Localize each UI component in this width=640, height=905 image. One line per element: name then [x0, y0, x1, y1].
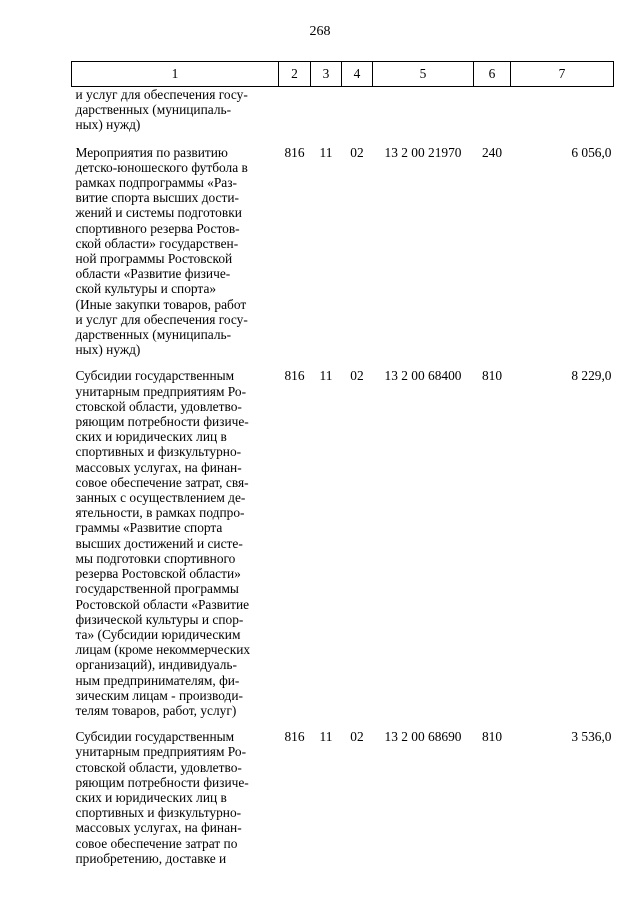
table-row — [72, 87, 614, 145]
description-line: Ростовской области «Развитие — [75, 596, 250, 612]
cell-expense-type: 240 — [481, 144, 503, 160]
table-header-row — [72, 62, 614, 87]
cell-ministry-code: 816 — [284, 368, 305, 384]
description-line: приобретению, доставке и — [75, 850, 227, 866]
description-line: физической культуры и спор- — [75, 611, 244, 627]
column-header-4: 4 — [342, 62, 373, 87]
column-header-7: 7 — [511, 62, 614, 87]
cell-ministry-code — [279, 87, 311, 145]
table-row — [72, 145, 614, 369]
cell-target-article: 13 2 00 68690 — [384, 729, 462, 745]
description-line: совое обеспечение затрат по — [75, 835, 238, 851]
table-row — [72, 368, 614, 729]
description-line: ской области» государствен- — [75, 235, 239, 251]
description-line: массовых услугах, на финан- — [75, 820, 242, 836]
description-line: высших достижений и систе- — [75, 535, 243, 551]
description-line: детско-юношеского футбола в — [75, 159, 248, 175]
description-line: ным предпринимателям, фи- — [75, 672, 240, 688]
cell-target-article: 13 2 00 21970 — [384, 144, 462, 160]
description-line: занных с осуществлением де- — [75, 490, 246, 506]
description-line: ных) нужд) — [75, 117, 141, 133]
description-line: рамках подпрограммы «Раз- — [75, 175, 238, 191]
description-line: спортивного резерва Ростов- — [75, 220, 240, 236]
description-line: ских и юридических лиц в — [75, 429, 227, 445]
description-line: организаций), индивидуаль- — [75, 657, 237, 673]
cell-section: 11 — [319, 368, 333, 384]
description-line: унитарным предприятиям Ро- — [75, 383, 247, 399]
description-line: спортивных и физкультурно- — [75, 444, 242, 460]
cell-subsection: 02 — [350, 729, 364, 745]
cell-ministry-code: 816 — [284, 729, 305, 745]
row-description — [72, 368, 279, 729]
cell-target-article: 13 2 00 68400 — [384, 368, 462, 384]
column-header-6: 6 — [474, 62, 511, 87]
description-line: Субсидии государственным — [75, 729, 235, 745]
description-line: Субсидии государственным — [75, 368, 235, 384]
cell-expense-type: 810 — [481, 368, 503, 384]
description-line: резерва Ростовской области» — [75, 566, 241, 582]
column-header-2: 2 — [279, 62, 311, 87]
cell-expense-type — [474, 87, 511, 145]
column-header-5: 5 — [373, 62, 474, 87]
cell-amount: 6 056,0 — [571, 144, 612, 160]
cell-subsection — [342, 87, 373, 145]
description-line: ских и юридических лиц в — [75, 789, 227, 805]
description-line: стовской области, удовлетво- — [75, 398, 242, 414]
cell-subsection: 02 — [350, 144, 364, 160]
description-line: и услуг для обеспечения госу- — [75, 311, 248, 327]
cell-amount: 3 536,0 — [571, 729, 612, 745]
cell-target-article — [373, 87, 474, 145]
description-line: (Иные закупки товаров, работ — [75, 296, 247, 312]
description-line: лицам (кроме некоммерческих — [75, 642, 251, 658]
description-line: ряющим потребности физиче- — [75, 414, 249, 430]
cell-subsection: 02 — [350, 368, 364, 384]
cell-section: 11 — [319, 144, 333, 160]
table-row — [72, 729, 614, 866]
cell-expense-type: 810 — [481, 729, 503, 745]
description-line: ных) нужд) — [75, 342, 141, 358]
description-line: граммы «Развитие спорта — [75, 520, 223, 536]
description-line: унитарным предприятиям Ро- — [75, 744, 247, 760]
description-line: ской культуры и спорта» — [75, 281, 217, 297]
row-description — [72, 145, 279, 369]
description-line: ной программы Ростовской — [75, 251, 233, 267]
description-line: Мероприятия по развитию — [75, 144, 228, 160]
description-line: ятельности, в рамках подпро- — [75, 505, 245, 521]
description-line: совое обеспечение затрат, свя- — [75, 474, 249, 490]
page-number: 268 — [309, 24, 331, 39]
description-line: витие спорта высших дости- — [75, 190, 239, 206]
cell-ministry-code: 816 — [284, 144, 305, 160]
row-description — [72, 729, 279, 866]
budget-table — [71, 61, 614, 866]
description-line: массовых услугах, на финан- — [75, 459, 242, 475]
description-line: области «Развитие физиче- — [75, 266, 231, 282]
description-line: государственной программы — [75, 581, 239, 597]
table-body — [72, 87, 614, 866]
cell-section: 11 — [319, 729, 333, 745]
description-line: мы подготовки спортивного — [75, 550, 236, 566]
description-line: дарственных (муниципаль- — [75, 327, 232, 343]
column-header-3: 3 — [311, 62, 342, 87]
column-header-1: 1 — [72, 62, 279, 87]
description-line: телям товаров, работ, услуг) — [75, 702, 237, 718]
description-line: та» (Субсидии юридическим — [75, 626, 241, 642]
description-line: дарственных (муниципаль- — [75, 102, 232, 118]
description-line: зическим лицам - производи- — [75, 687, 243, 703]
description-line: стовской области, удовлетво- — [75, 759, 242, 775]
cell-amount: 8 229,0 — [571, 368, 612, 384]
description-line: спортивных и физкультурно- — [75, 805, 242, 821]
description-line: и услуг для обеспечения госу- — [75, 87, 248, 102]
description-line: ряющим потребности физиче- — [75, 774, 249, 790]
row-description — [72, 87, 279, 145]
cell-section — [311, 87, 342, 145]
cell-amount — [511, 87, 614, 145]
description-line: жений и системы подготовки — [75, 205, 242, 221]
